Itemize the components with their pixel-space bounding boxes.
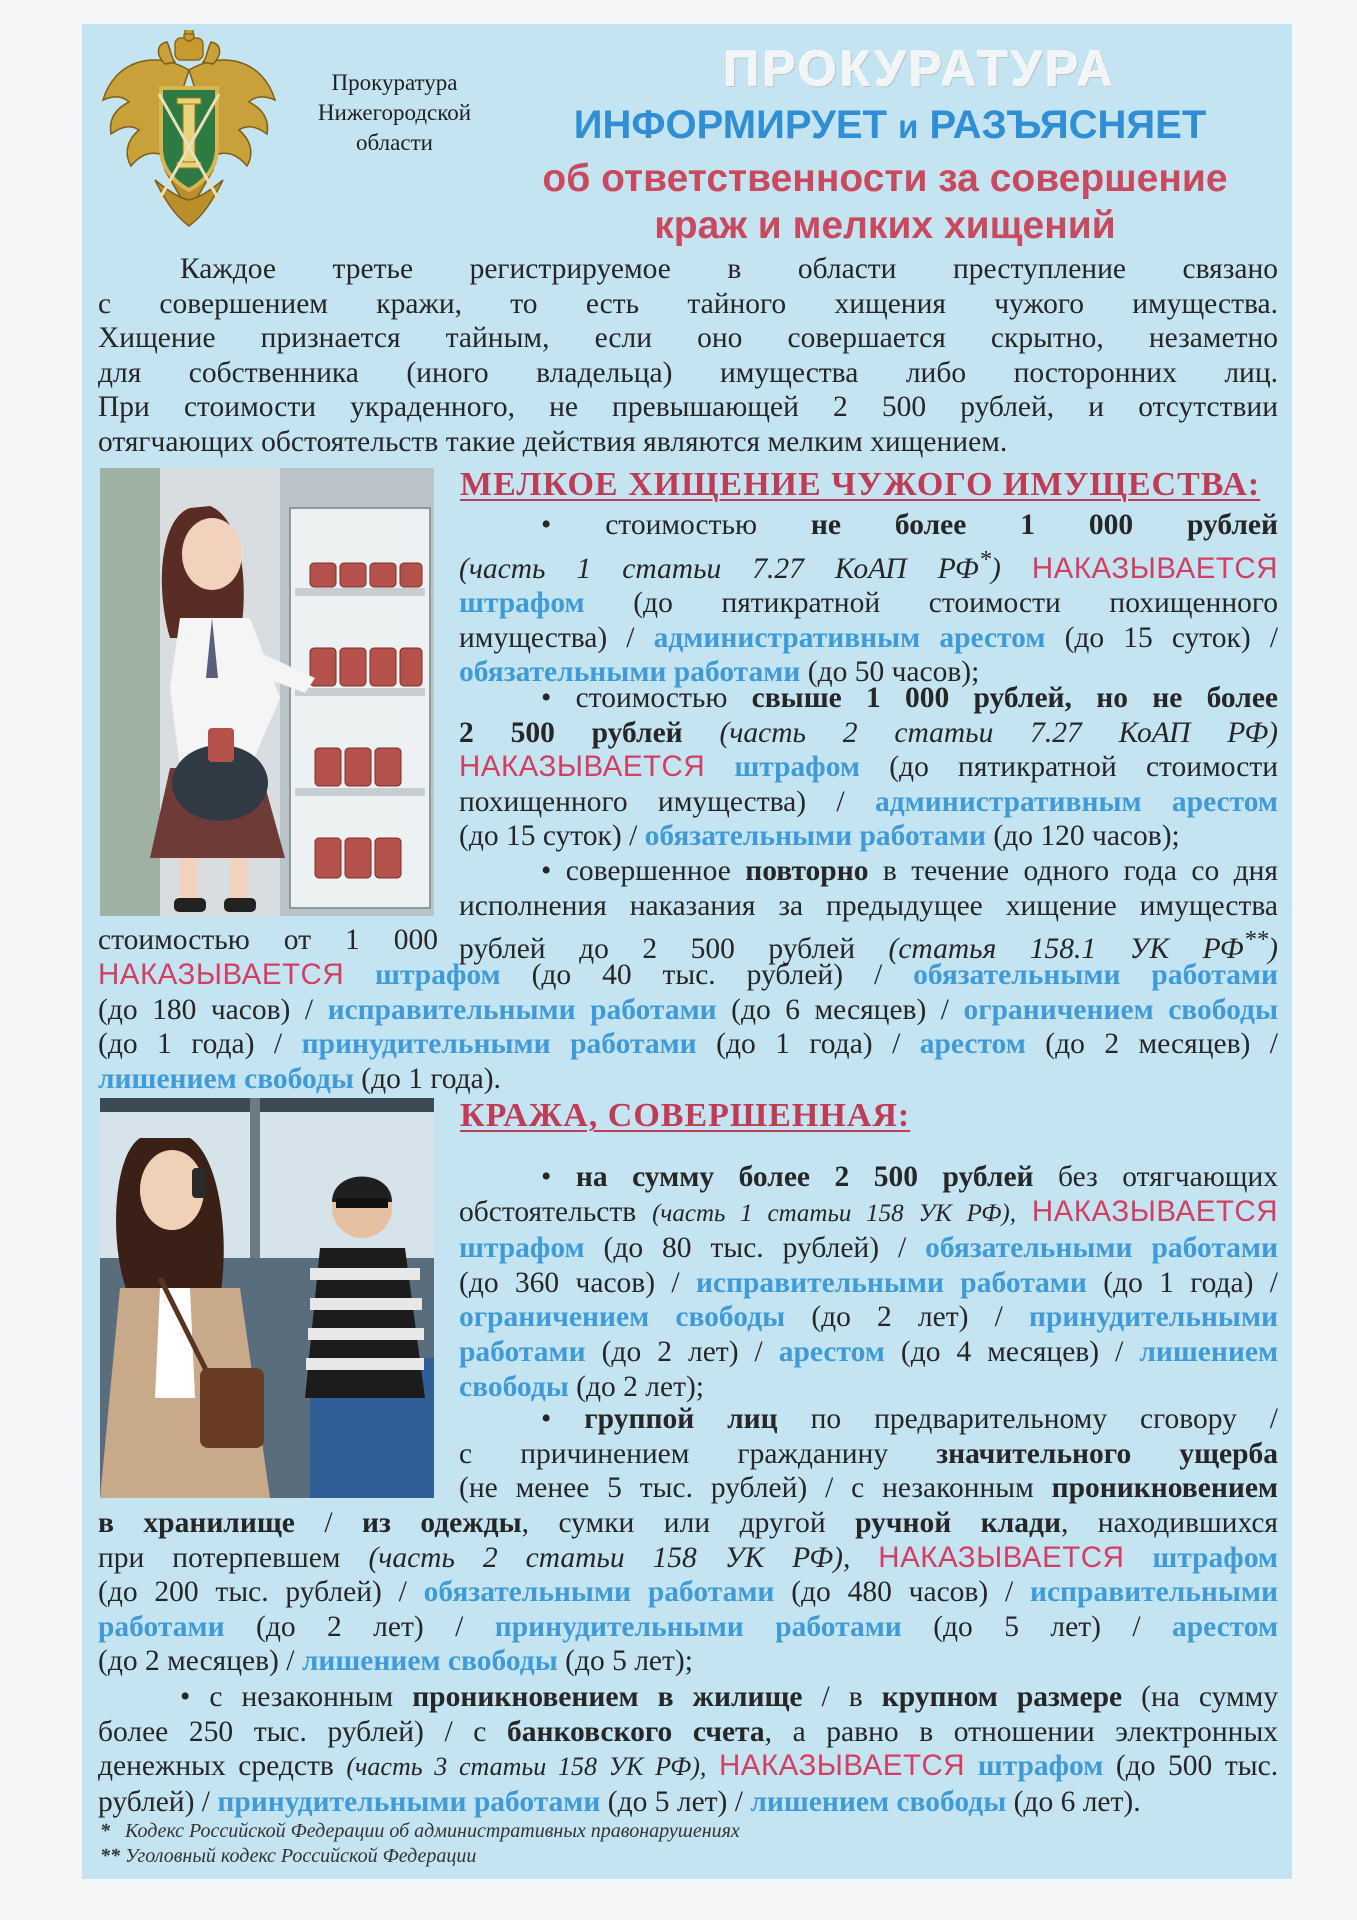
text-fragment: имущества) /: [459, 621, 635, 654]
bullet: •: [541, 855, 552, 887]
sanction-imprisonment-cont: свободы: [459, 1370, 569, 1403]
org-line: Прокуратура: [331, 70, 458, 95]
text-fragment: (до 5 лет) /: [607, 1785, 743, 1818]
sanction-fine: штрафом: [734, 751, 860, 784]
sanction-correctional-work: исправительными: [1029, 1576, 1278, 1609]
intro-line: При стоимости украденного, не превышающей 2 500 рублей, и отсутствии: [98, 391, 1278, 424]
theft-item-3: [98, 1680, 1278, 1819]
text-fragment: совершенное: [565, 855, 731, 887]
text-fragment: в течение одного года со дня: [882, 855, 1278, 887]
subtitle-explains: РАЗЪЯСНЯЕТ: [929, 103, 1207, 147]
responsibility-line: об ответственности за совершение: [542, 157, 1228, 200]
responsibility-heading: [470, 155, 1300, 249]
footnote-mark: **: [100, 1845, 120, 1867]
text-fragment: (до 500 тыс.: [1115, 1750, 1279, 1783]
petty-theft-item-3-left: [98, 923, 438, 958]
text-fragment: (до 80 тыс. рублей) /: [603, 1232, 907, 1265]
footnote-mark: *: [978, 545, 992, 573]
text-fragment: (до 40 тыс. рублей) /: [531, 959, 883, 991]
text-fragment: (до 2 лет);: [576, 1370, 704, 1403]
text-fragment: (до 1 года) /: [1103, 1266, 1278, 1299]
legal-reference-end: ): [1268, 932, 1278, 965]
text-fragment: (до 1 года) /: [98, 1028, 283, 1061]
text-fragment: стоимостью от 1 000: [98, 924, 438, 956]
sanction-fine: штрафом: [977, 1750, 1104, 1783]
petty-theft-item-3: [459, 854, 1278, 923]
text-fragment: без отягчающих: [1058, 1161, 1279, 1193]
text-fragment: обстоятельств: [459, 1195, 637, 1228]
sanction-imprisonment: лишением свободы: [98, 1062, 354, 1095]
text-fragment: с незаконным: [209, 1681, 394, 1713]
text-fragment: (до 180 часов) /: [98, 993, 314, 1026]
storage-condition: в хранилище: [98, 1507, 295, 1539]
text-fragment: (до 2 лет) /: [601, 1335, 763, 1368]
legal-reference: (часть 3 статьи 158 УК РФ),: [346, 1752, 707, 1782]
sanction-correctional-work: исправительными работами: [695, 1266, 1087, 1299]
legal-reference-end: ): [991, 552, 1001, 585]
text-fragment: (до 200 тыс. рублей) /: [98, 1576, 407, 1609]
damage-condition: значительного ущерба: [936, 1437, 1279, 1470]
intro-line: Каждое третье регистрируемое в области преступление связано: [180, 253, 1278, 285]
punishment-label: НАКАЗЫВАЕТСЯ: [98, 958, 345, 991]
bank-account-condition: банковского счета: [506, 1715, 765, 1748]
text-fragment: (до 120 часов);: [993, 820, 1180, 853]
text-fragment: (до 50 часов);: [807, 656, 980, 689]
petty-theft-item-2: [459, 681, 1278, 854]
intro-line: Хищение признается тайным, если оно совершается скрытно, незаметно: [98, 322, 1278, 355]
text-fragment: при потерпевшем: [98, 1541, 341, 1574]
text-fragment: /: [324, 1507, 333, 1539]
responsibility-line: краж и мелких хищений: [654, 204, 1116, 247]
text-fragment: (до 2 лет) /: [811, 1301, 1003, 1334]
punishment-label: НАКАЗЫВАЕТСЯ: [459, 750, 706, 784]
page-subtitle: [500, 103, 1280, 148]
punishment-label: НАКАЗЫВАЕТСЯ: [1031, 1194, 1278, 1228]
home-intrusion-condition: проникновением в жилище: [412, 1681, 803, 1713]
punishment-label: НАКАЗЫВАЕТСЯ: [1031, 551, 1278, 585]
subtitle-and: и: [898, 108, 919, 145]
text-fragment: по предварительному сговору /: [810, 1403, 1278, 1435]
text-fragment: (до 5 лет);: [565, 1645, 693, 1678]
theft-item-2: [459, 1402, 1278, 1506]
footnote-text: Уголовный кодекс Российской Федерации: [125, 1845, 477, 1867]
footnote-mark: **: [1243, 926, 1269, 953]
organization-name: [302, 68, 487, 158]
sanction-fine: штрафом: [1152, 1541, 1278, 1574]
text-fragment: , находившихся: [1060, 1507, 1279, 1539]
text-fragment: (до 1 года) /: [716, 1028, 901, 1061]
theft-title: КРАЖА, СОВЕРШЕННАЯ:: [460, 1097, 911, 1134]
text-fragment: исполнения наказания за предыдущее хищение имущества: [459, 889, 1278, 922]
repeat-condition: повторно: [745, 855, 869, 887]
text-fragment: стоимостью: [605, 509, 757, 541]
text-fragment: (до 360 часов) /: [459, 1266, 680, 1299]
petty-theft-item-3-sanctions: [98, 958, 1278, 1096]
org-line: Нижегородской: [317, 100, 472, 125]
petty-theft-item-1: [459, 508, 1278, 690]
sanction-fine: штрафом: [459, 1232, 585, 1265]
sanction-admin-arrest: административным арестом: [874, 785, 1278, 818]
bullet: •: [180, 1681, 191, 1713]
amount-condition: на сумму более 2 500 рублей: [575, 1161, 1034, 1193]
legal-reference: (часть 1 статьи 7.27 КоАП РФ: [459, 552, 979, 585]
text-fragment: (не менее 5 тыс. рублей) / с незаконным: [459, 1472, 1034, 1505]
footnote-uk: [100, 1845, 476, 1868]
bullet: •: [541, 682, 552, 714]
text-fragment: (до 2 месяцев) /: [1045, 1028, 1279, 1061]
sanction-restriction-of-freedom: ограничением свободы: [963, 993, 1278, 1026]
text-fragment: , а равно в отношении электронных: [764, 1715, 1279, 1748]
text-fragment: с причинением гражданину: [459, 1437, 889, 1470]
intro-line: для собственника (иного владельца) имущества либо посторонних лиц.: [98, 356, 1278, 389]
clothing-condition: из одежды: [362, 1507, 522, 1539]
legal-reference: (часть 2 статьи 158 УК РФ),: [368, 1541, 851, 1574]
intrusion-condition: проникновением: [1051, 1472, 1279, 1505]
amount-condition: не более 1 000 рублей: [810, 509, 1279, 541]
sanction-forced-labor-cont: работами: [459, 1335, 586, 1368]
amount-condition: 2 500 рублей: [459, 716, 683, 749]
sanction-arrest: арестом: [778, 1335, 885, 1368]
sanction-forced-labor: принудительными работами: [494, 1610, 902, 1643]
text-fragment: (до 5 лет) /: [933, 1610, 1141, 1643]
sanction-imprisonment: лишением свободы: [301, 1645, 558, 1678]
text-fragment: рублей) /: [98, 1785, 210, 1818]
amount-condition: свыше 1 000 рублей, но не более: [751, 682, 1279, 714]
sanction-forced-labor: принудительными работами: [217, 1785, 601, 1818]
subtitle-informs: ИНФОРМИРУЕТ: [573, 103, 887, 147]
pickpocket-illustration: [100, 1098, 434, 1498]
theft-item-1: [459, 1160, 1278, 1404]
sanction-mandatory-work: обязательными работами: [913, 959, 1278, 991]
punishment-label: НАКАЗЫВАЕТСЯ: [878, 1540, 1125, 1574]
prosecutor-emblem-icon: [95, 30, 283, 232]
text-fragment: (до 2 лет) /: [256, 1610, 464, 1643]
text-fragment: (до 2 месяцев) /: [98, 1645, 295, 1678]
sanction-mandatory-work: обязательными работами: [423, 1576, 775, 1609]
text-fragment: (на сумму: [1141, 1681, 1279, 1713]
legal-reference: (часть 1 статьи 158 УК РФ),: [652, 1199, 1016, 1227]
sanction-forced-labor: принудительными работами: [301, 1028, 697, 1061]
intro-line: с совершением кражи, то есть тайного хищения чужого имущества.: [98, 287, 1278, 320]
sanction-restriction-of-freedom: ограничением свободы: [459, 1301, 786, 1334]
shoplifting-illustration: [100, 468, 434, 916]
sanction-fine: штрафом: [459, 587, 585, 620]
text-fragment: похищенного имущества) /: [459, 785, 845, 818]
bullet: •: [541, 509, 552, 541]
text-fragment: более 250 тыс. рублей) / с: [98, 1715, 487, 1748]
text-fragment: (до 15 суток) /: [1064, 621, 1279, 654]
sanction-forced-labor: принудительными: [1028, 1301, 1279, 1334]
hand-luggage-condition: ручной клади: [855, 1507, 1061, 1539]
sanction-arrest: арестом: [1171, 1610, 1279, 1643]
group-condition: группой лиц: [584, 1403, 778, 1435]
text-fragment: , сумки или другой: [521, 1507, 826, 1539]
text-fragment: рублей до 2 500 рублей: [459, 932, 855, 965]
footnote-koap: [100, 1820, 740, 1843]
text-fragment: (до 6 месяцев) /: [731, 993, 949, 1026]
sanction-imprisonment: лишением свободы: [750, 1785, 1007, 1818]
legal-reference: (статья 158.1 УК РФ: [888, 932, 1244, 965]
large-scale-condition: крупном размере: [881, 1681, 1123, 1713]
text-fragment: стоимостью: [575, 682, 728, 714]
sanction-correctional-work-cont: работами: [98, 1610, 225, 1643]
sanction-admin-arrest: административным арестом: [653, 621, 1046, 654]
intro-paragraph: [98, 252, 1278, 460]
sanction-mandatory-work: обязательными работами: [459, 656, 801, 689]
text-fragment: (до 4 месяцев) /: [900, 1335, 1124, 1368]
text-fragment: (до 6 лет).: [1013, 1785, 1141, 1818]
theft-item-2-cont: [98, 1506, 1278, 1679]
text-fragment: (до 1 года).: [361, 1062, 501, 1095]
org-line: области: [356, 130, 433, 155]
text-fragment: / в: [821, 1681, 863, 1713]
sanction-arrest: арестом: [919, 1028, 1026, 1061]
text-fragment: (до пятикратной стоимости: [889, 751, 1279, 784]
sanction-correctional-work: исправительными работами: [327, 993, 717, 1026]
sanction-mandatory-work: обязательными работами: [925, 1232, 1279, 1265]
punishment-label: НАКАЗЫВАЕТСЯ: [718, 1749, 966, 1783]
page-title: ПРОКУРАТУРА: [723, 41, 1117, 97]
sanction-mandatory-work: обязательными работами: [644, 820, 987, 853]
sanction-fine: штрафом: [375, 959, 501, 991]
sanction-imprisonment: лишением: [1139, 1335, 1279, 1368]
footnote-text: Кодекс Российской Федерации об административных правонарушениях: [125, 1820, 740, 1842]
petty-theft-title: МЕЛКОЕ ХИЩЕНИЕ ЧУЖОГО ИМУЩЕСТВА:: [460, 466, 1261, 503]
legal-reference: (часть 2 статьи 7.27 КоАП РФ): [719, 716, 1278, 749]
bullet: •: [541, 1161, 552, 1193]
footnote-mark: *: [100, 1820, 110, 1842]
bullet: •: [541, 1403, 552, 1435]
intro-line: отягчающих обстоятельств такие действия являются мелким хищением.: [98, 425, 1008, 458]
text-fragment: (до пятикратной стоимости похищенного: [633, 587, 1278, 620]
text-fragment: денежных средств: [98, 1750, 334, 1783]
text-fragment: (до 15 суток) /: [459, 820, 638, 853]
text-fragment: (до 480 часов) /: [791, 1576, 1014, 1609]
